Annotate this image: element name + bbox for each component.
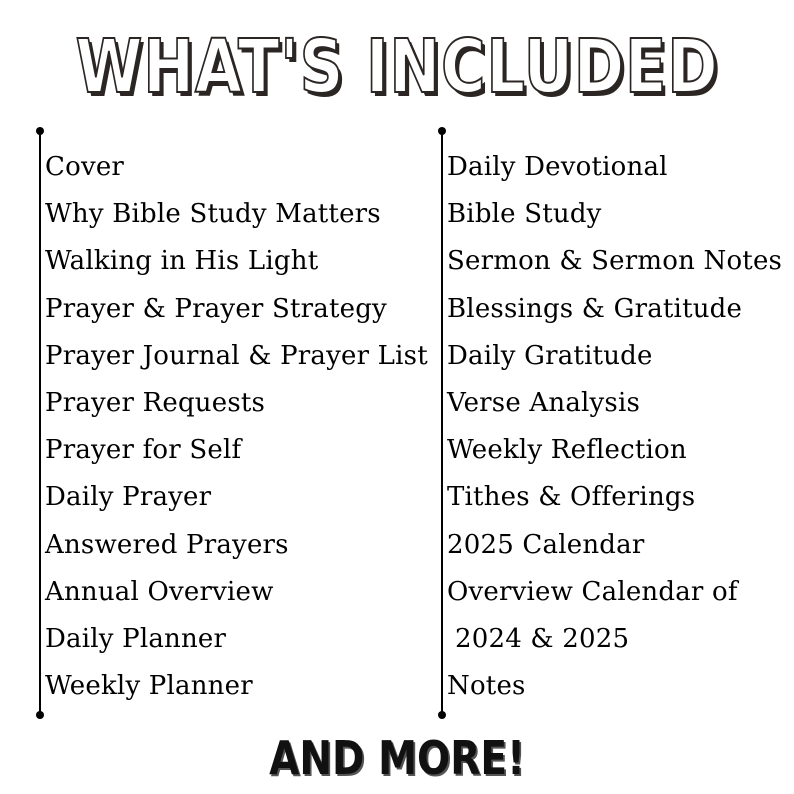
right-column (438, 130, 788, 716)
bullet-dot-icon (36, 711, 44, 719)
column-divider-line (39, 130, 41, 716)
list-item: Tithes & Offerings (447, 482, 696, 513)
list-item: Daily Prayer (45, 482, 212, 513)
left-column (36, 130, 436, 716)
list-item: Walking in His Light (45, 246, 319, 277)
list-item: Verse Analysis (447, 387, 641, 418)
right-item-list (447, 144, 782, 710)
list-item: Notes (447, 671, 526, 702)
list-item: Prayer & Prayer Strategy (45, 293, 387, 324)
list-item: Answered Prayers (45, 529, 289, 560)
list-item: Prayer for Self (45, 435, 242, 466)
list-item: Bible Study (447, 199, 602, 230)
footer-text: AND MORE! (269, 731, 525, 785)
list-item: Daily Devotional (447, 152, 668, 182)
bullet-dot-icon (438, 711, 446, 719)
list-item: Prayer Requests (45, 387, 266, 418)
list-item: Weekly Reflection (447, 435, 687, 466)
list-item: 2025 Calendar (447, 529, 645, 560)
list-item: 2024 & 2025 (455, 623, 630, 654)
left-item-list (45, 144, 428, 710)
list-item: Cover (45, 152, 125, 182)
list-item: Daily Gratitude (447, 340, 653, 371)
list-item: Blessings & Gratitude (447, 293, 743, 324)
list-item: Prayer Journal & Prayer List (45, 340, 428, 371)
list-item: Weekly Planner (45, 671, 253, 702)
list-item: Daily Planner (45, 623, 227, 654)
page-title: WHAT'S INCLUDED (75, 24, 719, 110)
list-item: Overview Calendar of (447, 576, 738, 607)
list-item: Why Bible Study Matters (45, 199, 381, 230)
list-item: Sermon & Sermon Notes (447, 246, 783, 277)
column-divider-line (441, 130, 443, 716)
list-item: Annual Overview (45, 576, 274, 607)
